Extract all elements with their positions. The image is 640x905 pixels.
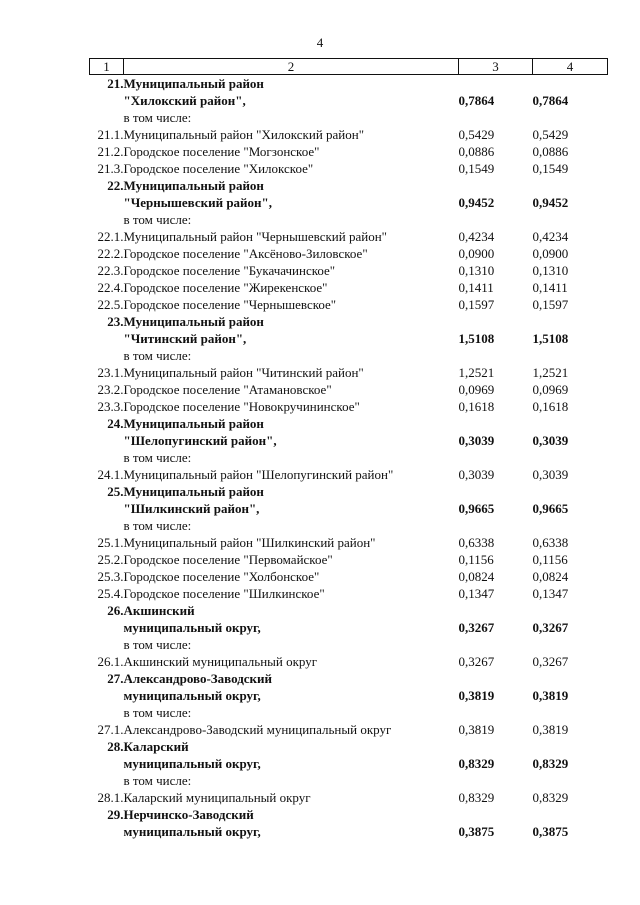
table-row [90,228,608,245]
row-name [124,483,459,534]
value-col-4 [533,602,608,653]
row-name: Александрово-Заводский муниципальный округ [123,722,392,737]
value-col-3: 0,0886 [458,144,495,159]
column-header-3: 3 [459,59,533,75]
row-number: 21. [107,76,124,91]
row-number: 28. [107,739,124,754]
group-row [90,738,608,789]
value-col-3: 0,5429 [458,127,495,142]
group-value-4: 0,3819 [532,688,569,703]
table-row [90,534,608,551]
value-col-4: 0,1618 [532,399,569,414]
value-col-4: 0,1156 [532,552,568,567]
group-name-line-1: Муниципальный район [123,314,264,329]
group-name-line-2: "Шелопугинский район", [123,433,277,448]
group-name-line-1: Акшинский [123,603,195,618]
row-number: 26. [107,603,124,618]
row-name [124,806,459,840]
value-col-3 [459,602,533,653]
row-name: Городское поселение "Жирекенское" [123,280,328,295]
group-name-line-2: "Шилкинский район", [123,501,260,516]
value-col-4: 0,1549 [532,161,569,176]
row-number: 22.2. [97,246,124,261]
value-col-4 [533,415,608,466]
row-name: Городское поселение "Хилокское" [123,161,314,176]
value-col-4 [533,75,608,127]
group-name-line-1: Муниципальный район [123,178,264,193]
value-col-3: 0,4234 [458,229,495,244]
row-number: 24. [107,416,124,431]
row-number: 26.1. [97,654,124,669]
row-name: Городское поселение "Чернышевское" [123,297,337,312]
row-number: 23.3. [97,399,124,414]
including-label: в том числе: [123,348,192,363]
row-number: 27. [107,671,124,686]
value-col-4: 0,3039 [532,467,569,482]
group-name-line-1: Нерчинско-Заводский [123,807,254,822]
value-col-3: 0,0824 [458,569,495,584]
table-row [90,126,608,143]
row-name [124,75,459,127]
row-name: Муниципальный район "Читинский район" [123,365,364,380]
value-col-4 [533,313,608,364]
table-row [90,262,608,279]
value-col-3: 0,1597 [458,297,495,312]
row-number: 22.3. [97,263,124,278]
table-row [90,789,608,806]
value-col-4: 0,3819 [532,722,569,737]
row-name [124,415,459,466]
including-label: в том числе: [123,773,192,788]
row-name: Городское поселение "Атамановское" [123,382,332,397]
group-value-3: 0,7864 [458,93,495,108]
group-name-line-2: муниципальный округ, [123,688,261,703]
value-col-4 [533,177,608,228]
value-col-3: 0,3267 [458,654,495,669]
value-col-3 [459,415,533,466]
column-header-4: 4 [533,59,608,75]
value-col-4: 1,2521 [532,365,569,380]
row-name [124,738,459,789]
group-name-line-2: муниципальный округ, [123,620,261,635]
value-col-4 [533,806,608,840]
value-col-4: 0,3267 [532,654,569,669]
table-row [90,279,608,296]
page-number: 4 [316,35,324,50]
group-name-line-2: муниципальный округ, [123,824,261,839]
table-row [90,245,608,262]
row-name: Городское поселение "Новокручининское" [123,399,360,414]
group-row [90,415,608,466]
column-header-1: 1 [90,59,124,75]
value-col-4: 0,0900 [532,246,569,261]
table-row [90,381,608,398]
row-number: 22.4. [97,280,124,295]
row-name: Городское поселение "Могзонское" [123,144,320,159]
value-col-4 [533,670,608,721]
table-row [90,466,608,483]
table-row [90,143,608,160]
row-name [124,602,459,653]
value-col-4: 0,0969 [532,382,569,397]
row-number: 23.1. [97,365,124,380]
value-col-3: 0,1156 [458,552,494,567]
group-row [90,483,608,534]
including-label: в том числе: [123,212,192,227]
row-number: 22. [107,178,124,193]
row-name: Городское поселение "Шилкинское" [123,586,325,601]
row-name: Городское поселение "Холбонское" [123,569,320,584]
row-number: 25. [107,484,124,499]
group-value-4: 1,5108 [532,331,569,346]
table-row [90,653,608,670]
group-name-line-1: Каларский [123,739,189,754]
group-value-4: 0,3267 [532,620,569,635]
group-value-4: 0,9665 [532,501,569,516]
value-col-3 [459,75,533,127]
value-col-3: 0,1310 [458,263,495,278]
value-col-4: 0,1597 [532,297,569,312]
value-col-3: 0,6338 [458,535,495,550]
allocation-table [89,58,608,840]
row-number: 25.2. [97,552,124,567]
including-label: в том числе: [123,637,192,652]
value-col-4 [533,483,608,534]
row-name: Муниципальный район "Шелопугинский район" [123,467,394,482]
group-value-3: 0,3267 [458,620,495,635]
table-header-row [90,59,608,75]
group-row [90,602,608,653]
row-name: Акшинский муниципальный округ [123,654,318,669]
table-row [90,568,608,585]
including-label: в том числе: [123,110,192,125]
table-row [90,160,608,177]
group-value-4: 0,9452 [532,195,569,210]
group-name-line-2: муниципальный округ, [123,756,261,771]
group-name-line-1: Александрово-Заводский [123,671,273,686]
column-header-2: 2 [124,59,459,75]
row-number: 29. [107,807,124,822]
including-label: в том числе: [123,450,192,465]
row-name: Каларский муниципальный округ [123,790,311,805]
value-col-3 [459,313,533,364]
table-row [90,585,608,602]
group-name-line-1: Муниципальный район [123,484,264,499]
group-name-line-1: Муниципальный район [123,416,264,431]
value-col-3 [459,483,533,534]
value-col-3: 0,0969 [458,382,495,397]
row-number: 21.1. [97,127,124,142]
value-col-3 [459,738,533,789]
group-row [90,313,608,364]
group-value-3: 1,5108 [458,331,495,346]
group-row [90,75,608,127]
value-col-4: 0,1310 [532,263,569,278]
group-value-3: 0,8329 [458,756,495,771]
table-body [90,75,608,841]
row-number: 21.3. [97,161,124,176]
group-name-line-2: "Хилокский район", [123,93,246,108]
table-row [90,296,608,313]
row-number: 27.1. [97,722,124,737]
value-col-3: 0,1618 [458,399,495,414]
row-number: 23.2. [97,382,124,397]
value-col-4: 0,0824 [532,569,569,584]
value-col-3 [459,670,533,721]
group-value-4: 0,3039 [532,433,569,448]
group-value-3: 0,9665 [458,501,495,516]
value-col-4: 0,5429 [532,127,569,142]
row-number: 25.4. [97,586,124,601]
table-row [90,721,608,738]
row-name: Муниципальный район "Хилокский район" [123,127,365,142]
row-number: 24.1. [97,467,124,482]
row-number: 25.1. [97,535,124,550]
value-col-3: 0,3819 [458,722,495,737]
group-value-3: 0,9452 [458,195,495,210]
group-value-4: 0,3875 [532,824,569,839]
row-name: Муниципальный район "Чернышевский район" [123,229,387,244]
including-label: в том числе: [123,705,192,720]
row-number: 28.1. [97,790,124,805]
table-row [90,398,608,415]
value-col-4: 0,4234 [532,229,569,244]
table-row [90,551,608,568]
value-col-3: 0,3039 [458,467,495,482]
row-number: 21.2. [97,144,124,159]
group-value-4: 0,8329 [532,756,569,771]
value-col-4 [533,738,608,789]
row-name [124,670,459,721]
value-col-3: 0,8329 [458,790,495,805]
value-col-4: 0,1347 [532,586,569,601]
row-name: Городское поселение "Первомайское" [123,552,333,567]
value-col-3 [459,806,533,840]
value-col-3: 0,0900 [458,246,495,261]
row-name [124,177,459,228]
row-number: 25.3. [97,569,124,584]
value-col-3: 0,1347 [458,586,495,601]
group-value-3: 0,3875 [458,824,495,839]
row-name: Городское поселение "Аксёново-Зиловское" [123,246,368,261]
group-name-line-1: Муниципальный район [123,76,264,91]
group-row [90,670,608,721]
row-number: 23. [107,314,124,329]
row-number: 22.1. [97,229,124,244]
value-col-4: 0,6338 [532,535,569,550]
group-name-line-2: "Чернышевский район", [123,195,272,210]
group-name-line-2: "Читинский район", [123,331,247,346]
including-label: в том числе: [123,518,192,533]
row-name: Городское поселение "Букачачинское" [123,263,336,278]
group-row [90,806,608,840]
group-value-4: 0,7864 [532,93,569,108]
value-col-3 [459,177,533,228]
row-name: Муниципальный район "Шилкинский район" [123,535,376,550]
value-col-4: 0,8329 [532,790,569,805]
value-col-3: 1,2521 [458,365,495,380]
table-row [90,364,608,381]
row-name [124,313,459,364]
value-col-4: 0,1411 [532,280,568,295]
value-col-3: 0,1411 [458,280,494,295]
group-row [90,177,608,228]
group-value-3: 0,3039 [458,433,495,448]
value-col-3: 0,1549 [458,161,495,176]
group-value-3: 0,3819 [458,688,495,703]
value-col-4: 0,0886 [532,144,569,159]
row-number: 22.5. [97,297,124,312]
